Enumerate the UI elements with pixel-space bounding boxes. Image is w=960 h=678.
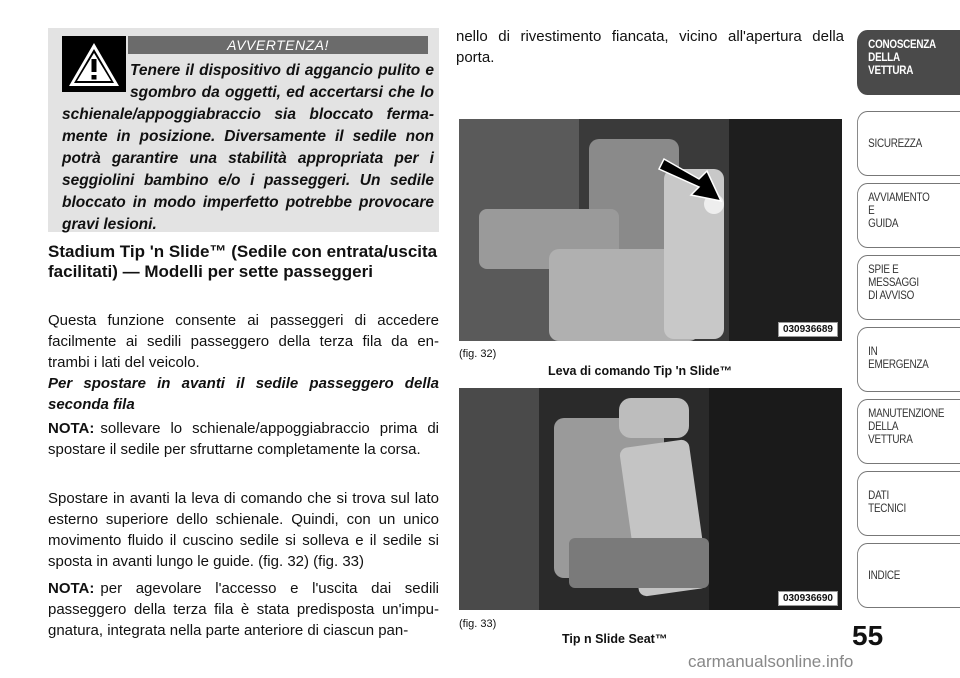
chapter-tabs — [857, 0, 960, 678]
warning-text: Tenere il dispositivo di aggancio pulito e sgombro da oggetti, ed accertarsi che lo schienale/appoggiabraccio sia bloccato ferma- mente in posizione. Diversamente il sedile non potrà garantire una stabilità appropriata per i seggiolini bambino e/o i passeggeri. Un sedile bloccato in modo imperfetto potrebbe provocare gravi lesioni. — [62, 62, 434, 233]
paragraph-continuation: nello di rivestimento fiancata, vicino all'apertura della porta. — [456, 28, 844, 66]
paragraph-instructions: Spostare in avanti la leva di comando che si trova sul lato esterno superiore dello schienale. Quindi, con un unico movimento fluido il cuscino sedile si solleva e il sedile si sposta in avanti lungo le guide. (fig. 32) (fig. 33) — [48, 490, 439, 570]
tab-conoscenza[interactable]: CONOSCENZA DELLA VETTURA — [857, 30, 960, 95]
paragraph-intro: Questa funzione consente ai passeggeri di accedere facilmente ai sedili passeggero della terza fila da en- trambi i lati del veicolo. — [48, 312, 439, 371]
note-2 — [48, 578, 439, 641]
tab-spie[interactable]: SPIE E MESSAGGI DI AVVISO — [857, 255, 960, 320]
tab-sicurezza[interactable]: SICUREZZA — [857, 111, 960, 176]
subheading: Per spostare in avanti il sedile passeggero della seconda fila — [48, 375, 439, 413]
tab-dati[interactable]: DATI TECNICI — [857, 471, 960, 536]
tab-indice[interactable]: INDICE — [857, 543, 960, 608]
note-label: NOTA: — [48, 420, 95, 437]
tab-manutenzione[interactable]: MANUTENZIONE DELLA VETTURA — [857, 399, 960, 464]
section-heading: Stadium Tip 'n Slide™ (Sedile con entrata/uscita facilitati) — Modelli per sette passeggeri — [48, 242, 438, 281]
figure-number: (fig. 32) — [459, 348, 497, 360]
figure-code: 030936689 — [778, 322, 838, 337]
note-label: NOTA: — [48, 580, 95, 597]
warning-box — [48, 28, 439, 232]
figure-number: (fig. 33) — [459, 618, 497, 630]
note-text: sollevare lo schienale/appoggiabraccio prima di spostare il sedile per sfruttarne completamente la corsa. — [48, 420, 439, 458]
warning-title: AVVERTENZA! — [128, 36, 428, 54]
figure-32-photo — [459, 119, 842, 341]
note-1 — [48, 418, 439, 460]
figure-caption: Leva di comando Tip 'n Slide™ — [548, 364, 733, 378]
figure-caption: Tip n Slide Seat™ — [562, 632, 668, 646]
page-number: 55 — [852, 620, 884, 651]
figure-code: 030936690 — [778, 591, 838, 606]
watermark: carmanualsonline.info — [688, 652, 854, 671]
tab-emergenza[interactable]: IN EMERGENZA — [857, 327, 960, 392]
note-text: per agevolare l'accesso e l'uscita dai sedili passeggero della terza fila è stata predisposta un'impu- gnatura, integrata nella parte anteriore di ciascun pan- — [48, 580, 439, 639]
figure-33-photo — [459, 388, 842, 610]
tab-avviamento[interactable]: AVVIAMENTO E GUIDA — [857, 183, 960, 248]
